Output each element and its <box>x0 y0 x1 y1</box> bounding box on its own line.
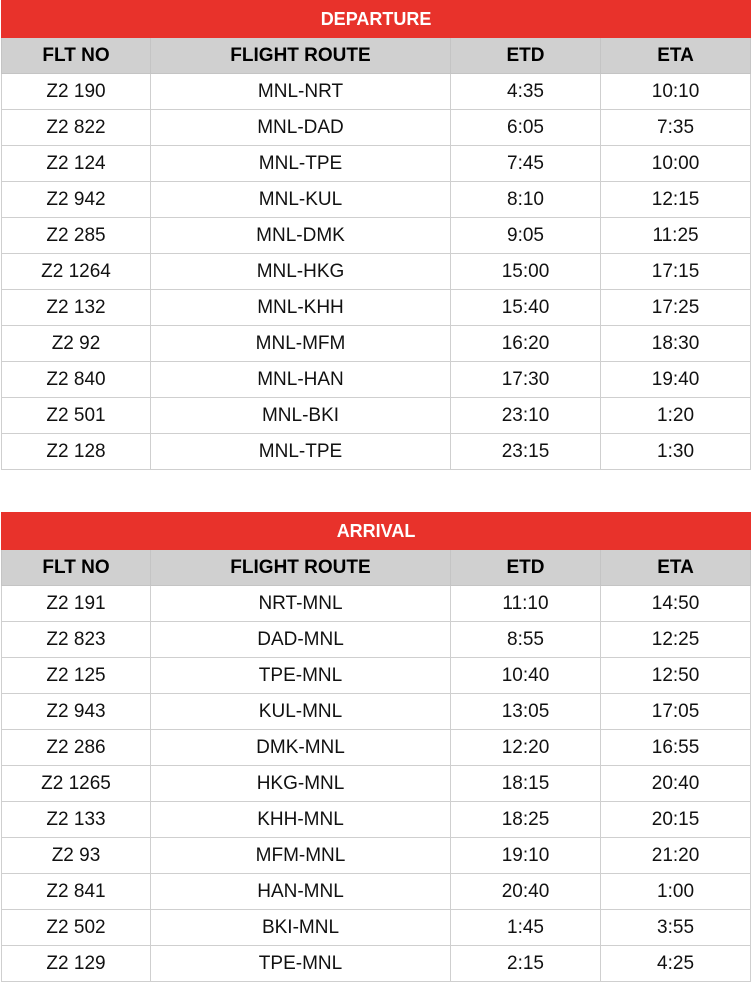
departure-header-row <box>2 38 751 74</box>
header-flt-no: FLT NO <box>2 38 151 74</box>
flight-route-cell: BKI-MNL <box>151 910 451 946</box>
flight-route-cell: HKG-MNL <box>151 766 451 802</box>
header-eta: ETA <box>601 550 751 586</box>
header-flight-route: FLIGHT ROUTE <box>151 550 451 586</box>
etd-cell: 16:20 <box>451 326 601 362</box>
eta-cell: 21:20 <box>601 838 751 874</box>
flight-number-cell: Z2 501 <box>2 398 151 434</box>
flight-route-cell: MNL-BKI <box>151 398 451 434</box>
eta-cell: 16:55 <box>601 730 751 766</box>
eta-cell: 19:40 <box>601 362 751 398</box>
etd-cell: 4:35 <box>451 74 601 110</box>
flight-number-cell: Z2 93 <box>2 838 151 874</box>
etd-cell: 18:15 <box>451 766 601 802</box>
flight-number-cell: Z2 125 <box>2 658 151 694</box>
flight-number-cell: Z2 133 <box>2 802 151 838</box>
etd-cell: 23:15 <box>451 434 601 470</box>
departure-title: DEPARTURE <box>2 1 751 38</box>
flight-route-cell: MNL-HAN <box>151 362 451 398</box>
flight-route-cell: MNL-KHH <box>151 290 451 326</box>
flight-number-cell: Z2 124 <box>2 146 151 182</box>
etd-cell: 23:10 <box>451 398 601 434</box>
table-row <box>2 586 751 622</box>
table-row <box>2 326 751 362</box>
etd-cell: 7:45 <box>451 146 601 182</box>
eta-cell: 1:30 <box>601 434 751 470</box>
eta-cell: 18:30 <box>601 326 751 362</box>
flight-number-cell: Z2 285 <box>2 218 151 254</box>
table-row <box>2 658 751 694</box>
flight-number-cell: Z2 1265 <box>2 766 151 802</box>
table-row <box>2 398 751 434</box>
flight-route-cell: HAN-MNL <box>151 874 451 910</box>
table-row <box>2 730 751 766</box>
eta-cell: 20:15 <box>601 802 751 838</box>
eta-cell: 17:15 <box>601 254 751 290</box>
arrival-header-row <box>2 550 751 586</box>
flight-route-cell: KUL-MNL <box>151 694 451 730</box>
table-row <box>2 362 751 398</box>
etd-cell: 15:00 <box>451 254 601 290</box>
flight-number-cell: Z2 823 <box>2 622 151 658</box>
flight-number-cell: Z2 190 <box>2 74 151 110</box>
table-row <box>2 910 751 946</box>
table-row <box>2 946 751 982</box>
header-etd: ETD <box>451 38 601 74</box>
table-row <box>2 874 751 910</box>
flight-route-cell: KHH-MNL <box>151 802 451 838</box>
etd-cell: 8:10 <box>451 182 601 218</box>
eta-cell: 10:10 <box>601 74 751 110</box>
arrival-table <box>1 512 751 982</box>
etd-cell: 6:05 <box>451 110 601 146</box>
etd-cell: 15:40 <box>451 290 601 326</box>
flight-route-cell: MNL-DAD <box>151 110 451 146</box>
flight-route-cell: MNL-KUL <box>151 182 451 218</box>
etd-cell: 17:30 <box>451 362 601 398</box>
flight-route-cell: MNL-HKG <box>151 254 451 290</box>
flight-route-cell: MFM-MNL <box>151 838 451 874</box>
etd-cell: 13:05 <box>451 694 601 730</box>
eta-cell: 3:55 <box>601 910 751 946</box>
flight-number-cell: Z2 286 <box>2 730 151 766</box>
table-row <box>2 290 751 326</box>
eta-cell: 4:25 <box>601 946 751 982</box>
flight-route-cell: MNL-DMK <box>151 218 451 254</box>
eta-cell: 17:25 <box>601 290 751 326</box>
flight-route-cell: DAD-MNL <box>151 622 451 658</box>
flight-number-cell: Z2 92 <box>2 326 151 362</box>
table-row <box>2 74 751 110</box>
header-flt-no: FLT NO <box>2 550 151 586</box>
table-row <box>2 694 751 730</box>
etd-cell: 12:20 <box>451 730 601 766</box>
flight-route-cell: MNL-TPE <box>151 434 451 470</box>
flight-route-cell: TPE-MNL <box>151 658 451 694</box>
etd-cell: 19:10 <box>451 838 601 874</box>
etd-cell: 11:10 <box>451 586 601 622</box>
flight-route-cell: MNL-TPE <box>151 146 451 182</box>
etd-cell: 10:40 <box>451 658 601 694</box>
table-row <box>2 254 751 290</box>
arrival-title: ARRIVAL <box>2 513 751 550</box>
flight-route-cell: MNL-NRT <box>151 74 451 110</box>
flight-number-cell: Z2 1264 <box>2 254 151 290</box>
eta-cell: 17:05 <box>601 694 751 730</box>
table-row <box>2 182 751 218</box>
flight-route-cell: MNL-MFM <box>151 326 451 362</box>
etd-cell: 1:45 <box>451 910 601 946</box>
table-row <box>2 146 751 182</box>
flight-number-cell: Z2 129 <box>2 946 151 982</box>
eta-cell: 1:20 <box>601 398 751 434</box>
flight-number-cell: Z2 502 <box>2 910 151 946</box>
flight-number-cell: Z2 841 <box>2 874 151 910</box>
flight-number-cell: Z2 840 <box>2 362 151 398</box>
flight-route-cell: DMK-MNL <box>151 730 451 766</box>
table-row <box>2 110 751 146</box>
table-row <box>2 766 751 802</box>
header-flight-route: FLIGHT ROUTE <box>151 38 451 74</box>
eta-cell: 7:35 <box>601 110 751 146</box>
header-eta: ETA <box>601 38 751 74</box>
departure-table <box>1 0 751 470</box>
table-row <box>2 622 751 658</box>
table-row <box>2 218 751 254</box>
eta-cell: 12:50 <box>601 658 751 694</box>
flight-number-cell: Z2 942 <box>2 182 151 218</box>
eta-cell: 11:25 <box>601 218 751 254</box>
table-row <box>2 838 751 874</box>
flight-route-cell: NRT-MNL <box>151 586 451 622</box>
flight-route-cell: TPE-MNL <box>151 946 451 982</box>
eta-cell: 12:25 <box>601 622 751 658</box>
etd-cell: 8:55 <box>451 622 601 658</box>
flight-number-cell: Z2 132 <box>2 290 151 326</box>
eta-cell: 20:40 <box>601 766 751 802</box>
header-etd: ETD <box>451 550 601 586</box>
etd-cell: 2:15 <box>451 946 601 982</box>
flight-number-cell: Z2 128 <box>2 434 151 470</box>
eta-cell: 10:00 <box>601 146 751 182</box>
eta-cell: 14:50 <box>601 586 751 622</box>
etd-cell: 20:40 <box>451 874 601 910</box>
flight-number-cell: Z2 943 <box>2 694 151 730</box>
flight-number-cell: Z2 822 <box>2 110 151 146</box>
etd-cell: 9:05 <box>451 218 601 254</box>
flight-number-cell: Z2 191 <box>2 586 151 622</box>
eta-cell: 1:00 <box>601 874 751 910</box>
table-row <box>2 802 751 838</box>
eta-cell: 12:15 <box>601 182 751 218</box>
etd-cell: 18:25 <box>451 802 601 838</box>
table-row <box>2 434 751 470</box>
